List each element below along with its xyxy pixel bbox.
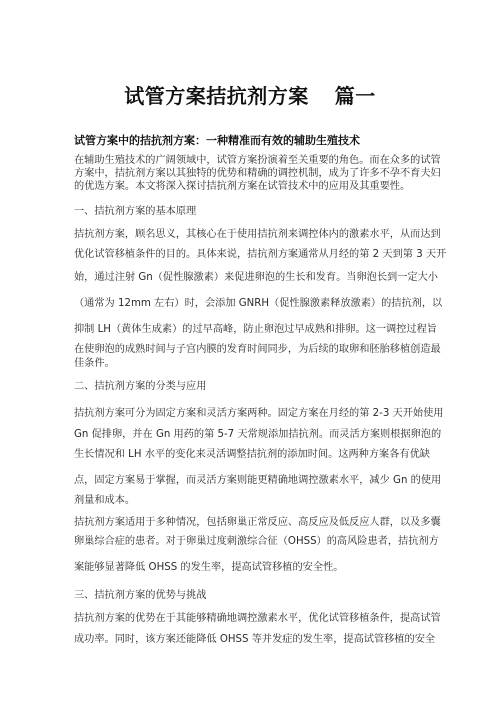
body-line: 的优选方案。本文将深入探讨拮抗剂方案在试管技术中的应用及其重要性。 — [74, 181, 411, 192]
title-suffix: 篇一 — [334, 84, 376, 108]
body-line: 点，固定方案易于掌握，而灵活方案则能更精确地调控激素水平，减少 Gn 的使用 — [74, 475, 442, 486]
body-line: 在辅助生殖技术的广阔领域中，试管方案扮演着至关重要的角色。而在众多的试管 — [74, 155, 441, 166]
body-line: Gn 促排卵，并在 Gn 用药的第 5-7 天常规添加拮抗剂。而灵活方案则根据卵泡的 — [74, 429, 442, 440]
body-line: 始，通过注射 Gn（促性腺激素）来促进卵泡的生长和发育。当卵泡长到一定大小 — [74, 272, 438, 283]
body-line: 在使卵泡的成熟时间与子宫内膜的发育时间同步，为后续的取卵和胚胎移植创造最 — [74, 344, 441, 355]
body-line: 成功率。同时，该方案还能降低 OHSS 等并发症的发生率，提高试管移植的安全 — [74, 634, 436, 645]
subtitle: 试管方案中的拮抗剂方案：一种精准而有效的辅助生殖技术 — [74, 134, 360, 147]
body-line: 生长情况和 LH 水平的变化来灵活调整拮抗剂的添加时间。这两种方案各有优缺 — [74, 449, 430, 460]
section-heading: 三、拮抗剂方案的优势与挑战 — [74, 590, 207, 601]
section-heading: 一、拮抗剂方案的基本原理 — [74, 206, 197, 217]
body-line: 抑制 LH（黄体生成素）的过早高峰，防止卵泡过早成熟和排卵。这一调控过程旨 — [74, 324, 437, 335]
body-line: 剂量和成本。 — [74, 495, 136, 506]
body-line: 方案中，拮抗剂方案以其独特的优势和精确的调控机制，成为了许多不孕不育夫妇 — [74, 168, 441, 179]
body-line: 卵巢综合症的患者。对于卵巢过度刺激综合征（OHSS）的高风险患者，拮抗剂方 — [74, 536, 439, 547]
page-title — [0, 80, 500, 109]
body-line: （通常为 12mm 左右）时，会添加 GNRH（促性腺激素释放激素）的拮抗剂，以 — [74, 298, 443, 309]
body-line: 案能够显著降低 OHSS 的发生率，提高试管移植的安全性。 — [74, 562, 344, 573]
body-line: 拮抗剂方案适用于多种情况，包括卵巢正常反应、高反应及低反应人群，以及多囊 — [74, 517, 441, 528]
body-line: 拮抗剂方案的优势在于其能够精确地调控激素水平，优化试管移植条件，提高试管 — [74, 613, 441, 624]
body-line: 拮抗剂方案可分为固定方案和灵活方案两种。固定方案在月经的第 2-3 天开始使用 — [74, 408, 444, 419]
body-line: 拮抗剂方案，顾名思义，其核心在于使用拮抗剂来调控体内的激素水平，从而达到 — [74, 229, 441, 240]
body-line: 佳条件。 — [74, 358, 115, 369]
title-main: 试管方案拮抗剂方案 — [124, 84, 309, 108]
section-heading: 二、拮抗剂方案的分类与应用 — [74, 381, 207, 392]
body-line: 优化试管移植条件的目的。具体来说，拮抗剂方案通常从月经的第 2 天到第 3 天开 — [74, 249, 447, 260]
